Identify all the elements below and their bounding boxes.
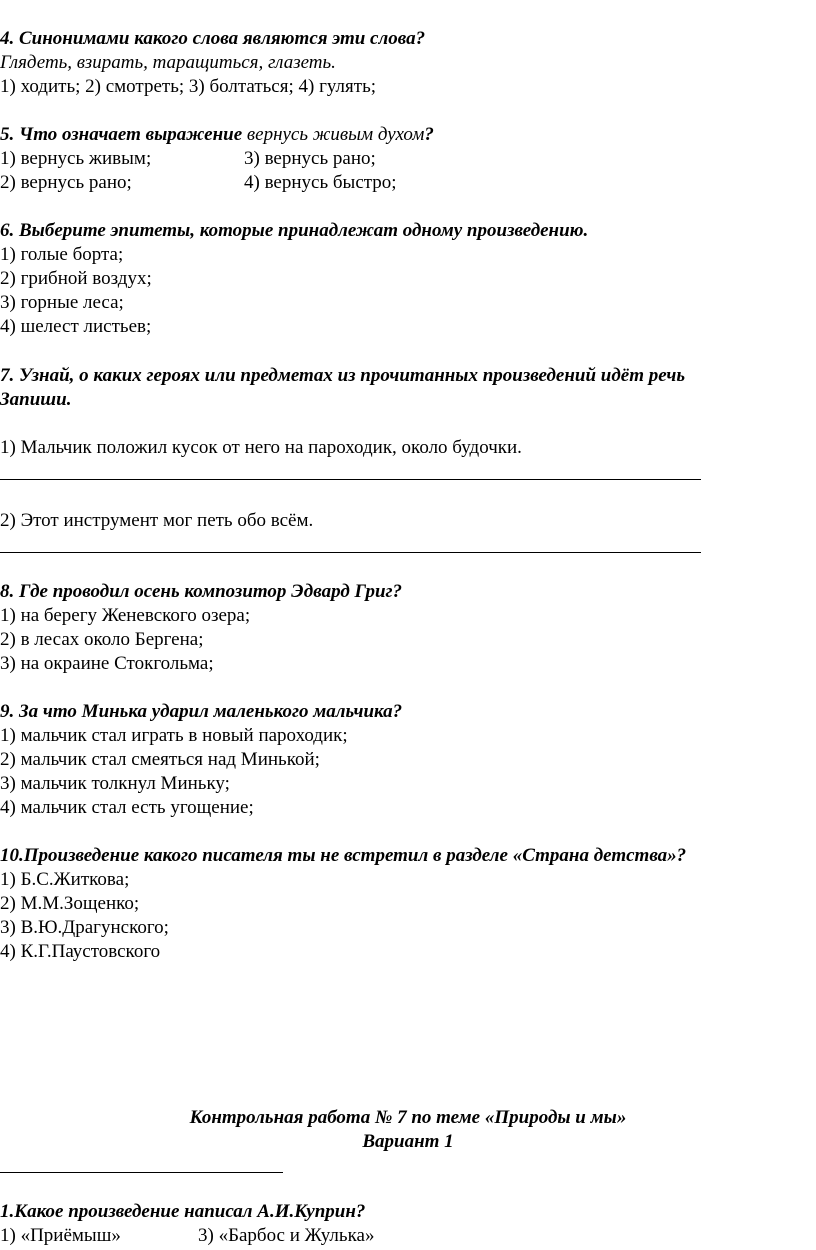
answer-line-1[interactable] — [0, 479, 701, 480]
question-1-option-1: 1) «Приёмыш» — [0, 1225, 121, 1246]
question-5-option-1: 1) вернусь живым; — [0, 148, 152, 169]
question-4-options: 1) ходить; 2) смотреть; 3) болтаться; 4) гулять; — [0, 76, 377, 97]
question-9-option: 4) мальчик стал есть угощение; — [0, 797, 254, 818]
question-5-option-3: 3) вернусь рано; — [244, 148, 376, 169]
question-5-option-4: 4) вернусь быстро; — [244, 172, 397, 193]
section-variant: Вариант 1 — [362, 1131, 454, 1152]
question-7-title: 7. Узнай, о каких героях или предметах из прочитанных произведений идёт речь — [0, 365, 686, 386]
question-10-option: 2) М.М.Зощенко; — [0, 893, 140, 914]
question-10-option: 4) К.Г.Паустовского — [0, 941, 161, 962]
section-title: Контрольная работа № 7 по теме «Природы и мы» — [189, 1107, 627, 1128]
question-8-title: 8. Где проводил осень композитор Эдвард Григ? — [0, 581, 403, 602]
question-1-option-3: 3) «Барбос и Жулька» — [198, 1225, 375, 1246]
question-9-option: 3) мальчик толкнул Миньку; — [0, 773, 230, 794]
question-6-option: 4) шелест листьев; — [0, 316, 152, 337]
question-6-title: 6. Выберите эпитеты, которые принадлежат одному произведению. — [0, 220, 589, 241]
question-9-option: 1) мальчик стал играть в новый пароходик; — [0, 725, 348, 746]
question-7-item-1: 1) Мальчик положил кусок от него на пароходик, около будочки. — [0, 437, 522, 458]
question-8-option: 2) в лесах около Бергена; — [0, 629, 204, 650]
question-5-title-bold: 5. Что означает выражение — [0, 124, 243, 145]
question-10-option: 3) В.Ю.Драгунского; — [0, 917, 169, 938]
question-8-option: 1) на берегу Женевского озера; — [0, 605, 251, 626]
question-10-title: 10.Произведение какого писателя ты не встретил в разделе «Страна детства»? — [0, 845, 687, 866]
question-9-option: 2) мальчик стал смеяться над Минькой; — [0, 749, 320, 770]
question-4-title: 4. Синонимами какого слова являются эти слова? — [0, 28, 426, 49]
question-4-words: Глядеть, взирать, таращиться, глазеть. — [0, 52, 336, 73]
question-7-item-2: 2) Этот инструмент мог петь обо всём. — [0, 510, 314, 531]
question-6-option: 3) горные леса; — [0, 292, 124, 313]
separator-line — [0, 1172, 283, 1173]
question-5-title-end: ? — [424, 124, 434, 145]
answer-line-2[interactable] — [0, 552, 701, 553]
question-10-option: 1) Б.С.Житкова; — [0, 869, 130, 890]
question-6-option: 2) грибной воздух; — [0, 268, 152, 289]
question-7-title-line-2: Запиши. — [0, 389, 72, 410]
question-5-option-2: 2) вернусь рано; — [0, 172, 132, 193]
question-8-option: 3) на окраине Стокгольма; — [0, 653, 214, 674]
question-9-title: 9. За что Минька ударил маленького мальчика? — [0, 701, 403, 722]
question-1-title: 1.Какое произведение написал А.И.Куприн? — [0, 1201, 366, 1222]
question-6-option: 1) голые борта; — [0, 244, 124, 265]
question-5-title — [0, 123, 434, 146]
question-5-phrase: вернусь живым духом — [242, 124, 425, 145]
